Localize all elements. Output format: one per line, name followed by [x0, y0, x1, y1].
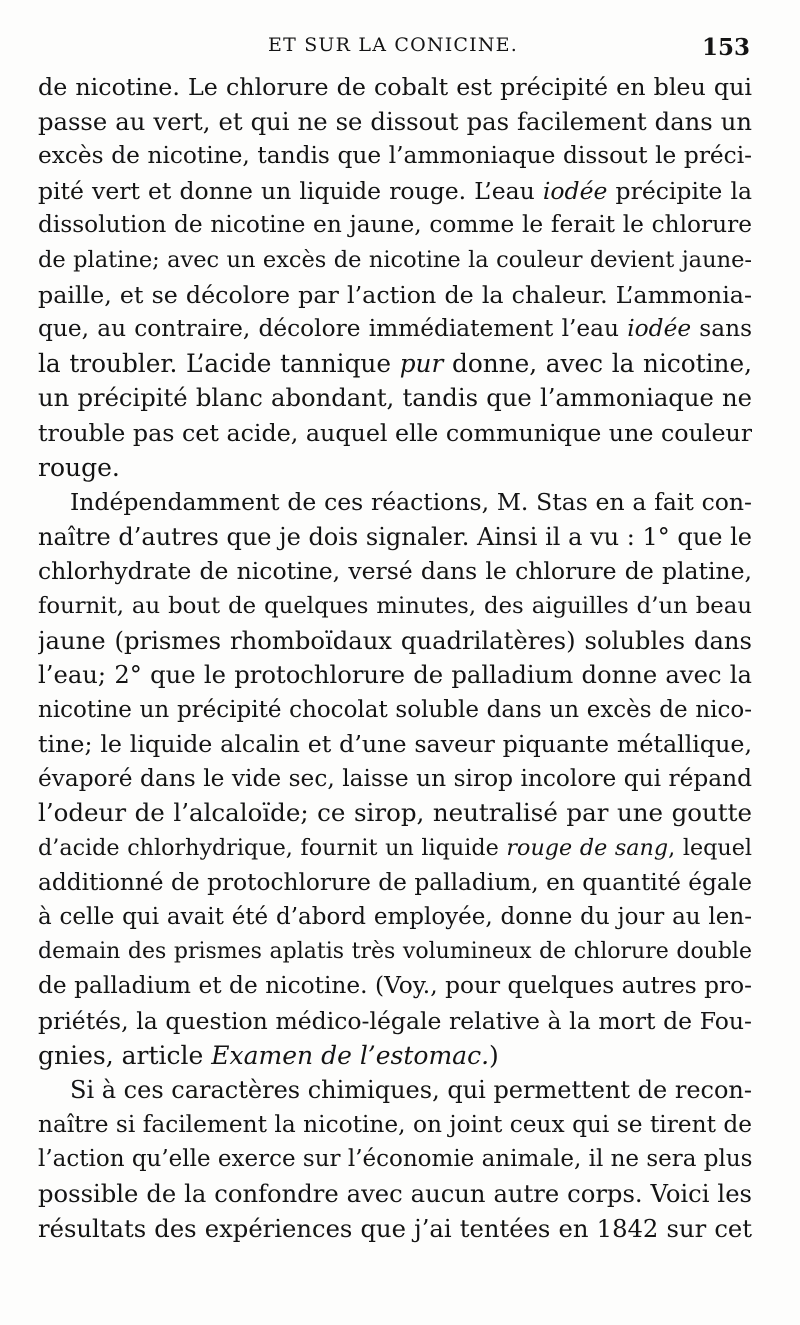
text-line: de platine; avec un excès de nicotine la couleur devient jaune-	[38, 246, 752, 273]
text-line: passe au vert, et qui ne se dissout pas facilement dans un	[38, 106, 752, 136]
paragraph-1	[38, 70, 752, 485]
page-header	[36, 34, 750, 66]
text-line: l’action qu’elle exerce sur l’économie animale, il ne sera plus	[38, 1146, 752, 1173]
running-title: ET SUR LA CONICINE.	[268, 34, 518, 56]
text-line: tine; le liquide alcalin et d’une saveur piquante métallique,	[38, 730, 752, 759]
text-line: à celle qui avait été d’abord employée, donne du jour au len-	[38, 904, 752, 931]
text-line: Si à ces caractères chimiques, qui permettent de recon-	[70, 1076, 752, 1105]
paragraph-2	[38, 485, 752, 1073]
text-line: Indépendamment de ces réactions, M. Stas en a fait con-	[70, 488, 752, 517]
page-number: 153	[701, 34, 750, 61]
text-line: demain des prismes aplatis très volumineux de chlorure double	[38, 938, 752, 964]
paragraph-3	[38, 1073, 752, 1246]
text-line: fournit, au bout de quelques minutes, des aiguilles d’un beau	[38, 592, 752, 619]
text-line: de nicotine. Le chlorure de cobalt est précipité en bleu qui	[38, 73, 752, 101]
text-line: un précipité blanc abondant, tandis que l’ammoniaque ne	[38, 383, 752, 413]
text-line: résultats des expériences que j’ai tentées en 1842 sur cet	[38, 1213, 752, 1243]
text-line: naître si facilement la nicotine, on joint ceux qui se tirent de	[38, 1110, 752, 1138]
text-line: possible de la confondre avec aucun autre corps. Voici les	[38, 1179, 752, 1208]
text-line: que, au contraire, décolore immédiatement l’eau iodée sans	[38, 315, 752, 343]
text-line: jaune (prismes rhomboïdaux quadrilatères) solubles dans	[38, 625, 752, 655]
text-line: chlorhydrate de nicotine, versé dans le chlorure de platine,	[38, 557, 752, 586]
text-line: de palladium et de nicotine. (Voy., pour quelques autres pro-	[38, 972, 752, 1000]
text-line: dissolution de nicotine en jaune, comme le ferait le chlorure	[38, 211, 752, 239]
text-line: la troubler. L’acide tannique pur donne, avec la nicotine,	[38, 348, 752, 378]
body-text	[38, 70, 752, 1246]
text-line: naître d’autres que je dois signaler. Ainsi il a vu : 1° que le	[38, 522, 752, 551]
text-line: excès de nicotine, tandis que l’ammoniaque dissout le préci-	[38, 142, 752, 170]
text-line: paille, et se décolore par l’action de la chaleur. L’ammonia-	[38, 280, 752, 309]
text-line: gnies, article Examen de l’estomac.)	[38, 1040, 499, 1070]
text-line: l’odeur de l’alcaloïde; ce sirop, neutralisé par une goutte	[38, 798, 752, 828]
text-line: nicotine un précipité chocolat soluble dans un excès de nico-	[38, 696, 752, 723]
text-line: évaporé dans le vide sec, laisse un sirop incolore qui répand	[38, 764, 752, 792]
text-line: priétés, la question médico-légale relative à la mort de Fou-	[38, 1007, 752, 1036]
text-line: d’acide chlorhydrique, fournit un liquide rouge de sang, lequel	[38, 835, 752, 862]
text-line: trouble pas cet acide, auquel elle communique une couleur	[38, 418, 752, 447]
text-line: additionné de protochlorure de palladium, en quantité égale	[38, 868, 752, 896]
text-line: rouge.	[38, 452, 120, 482]
text-line: l’eau; 2° que le protochlorure de palladium donne avec la	[38, 660, 752, 690]
text-line: pité vert et donne un liquide rouge. L’eau iodée précipite la	[38, 176, 752, 205]
